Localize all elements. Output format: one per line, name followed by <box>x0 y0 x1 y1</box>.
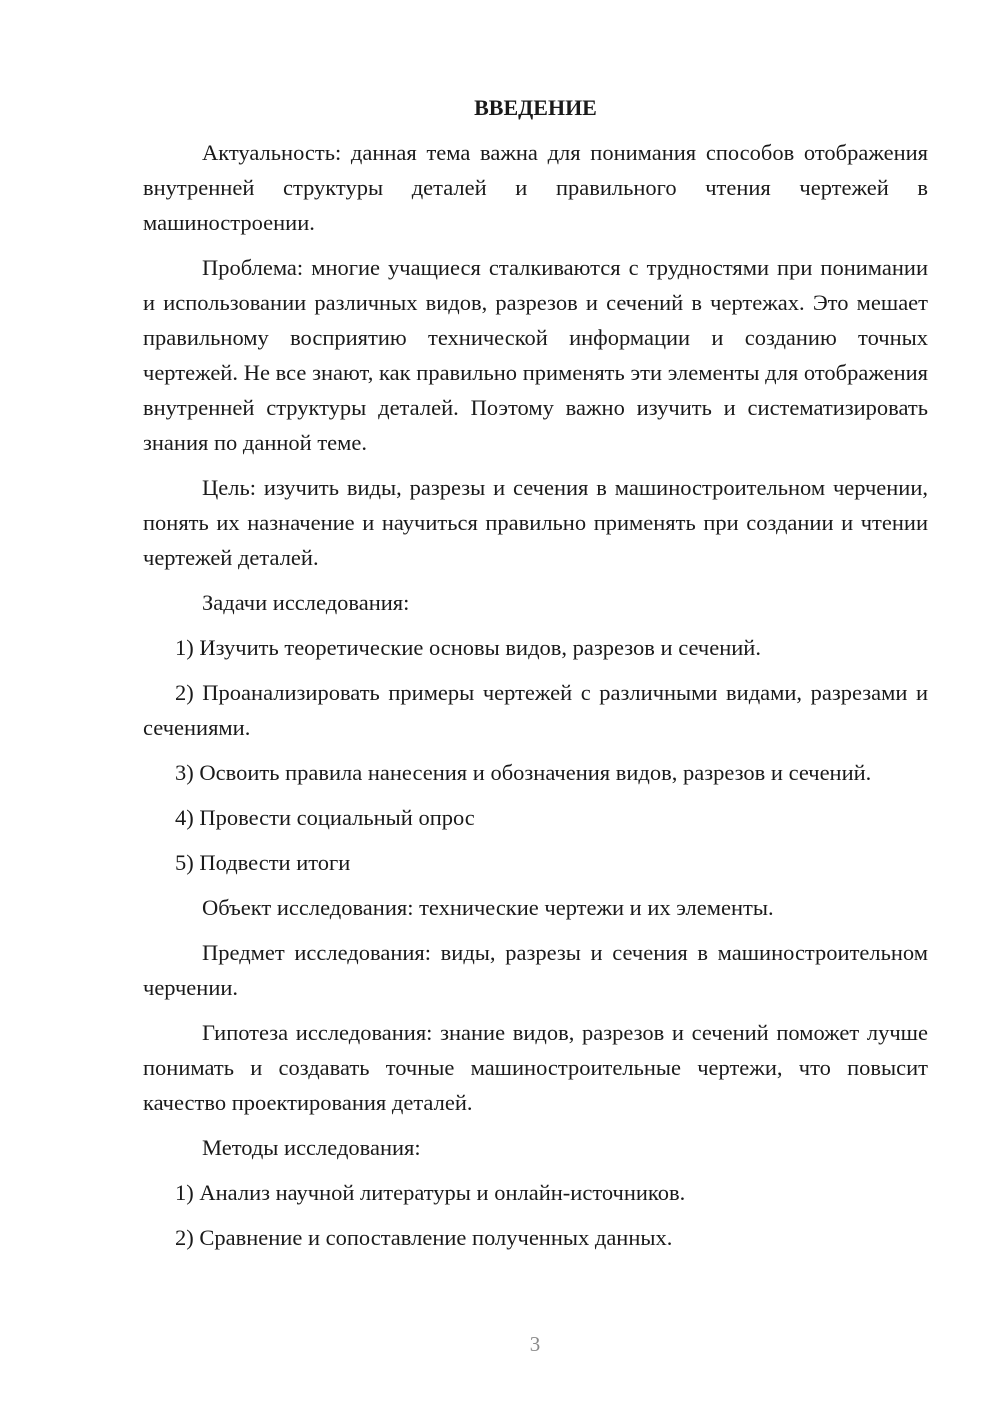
task-item-5: 5) Подвести итоги <box>175 850 351 875</box>
page-number: 3 <box>529 1332 541 1356</box>
task-item-1: 1) Изучить теоретические основы видов, разрезов и сечений. <box>175 635 761 660</box>
method-item-2: 2) Сравнение и сопоставление полученных данных. <box>175 1225 673 1250</box>
method-item-1: 1) Анализ научной литературы и онлайн-источников. <box>175 1180 686 1205</box>
goal-paragraph: Цель: изучить виды, разрезы и сечения в машиностроительном черчении, понять их назначение и научиться правильно применять при создании и чтении чертежей деталей. <box>143 475 928 570</box>
task-item-4: 4) Провести социальный опрос <box>175 805 475 830</box>
methods-heading: Методы исследования: <box>202 1135 421 1160</box>
relevance-paragraph: Актуальность: данная тема важна для понимания способов отображения внутренней структуры деталей и правильного чтения чертежей в машиностроении. <box>143 140 928 235</box>
section-title: ВВЕДЕНИЕ <box>474 95 597 120</box>
problem-paragraph: Проблема: многие учащиеся сталкиваются с трудностями при понимании и использовании различных видов, разрезов и сечений в чертежах. Это мешает правильному восприятию технической информации и созданию точных чертежей. Не все знают, как правильно применять эти элементы для отображения внутренней структуры деталей. Поэтому важно изучить и систематизировать знания по данной теме. <box>143 255 928 455</box>
hypothesis-paragraph: Гипотеза исследования: знание видов, разрезов и сечений поможет лучше понимать и создавать точные машиностроительные чертежи, что повысит качество проектирования деталей. <box>143 1020 928 1115</box>
object-paragraph: Объект исследования: технические чертежи и их элементы. <box>202 895 774 920</box>
task-item-3: 3) Освоить правила нанесения и обозначения видов, разрезов и сечений. <box>175 760 872 785</box>
document-page <box>143 90 928 1265</box>
task-item-2: 2) Проанализировать примеры чертежей с различными видами, разрезами и сечениями. <box>143 680 928 740</box>
tasks-heading: Задачи исследования: <box>202 590 410 615</box>
subject-paragraph: Предмет исследования: виды, разрезы и сечения в машиностроительном черчении. <box>143 940 928 1000</box>
